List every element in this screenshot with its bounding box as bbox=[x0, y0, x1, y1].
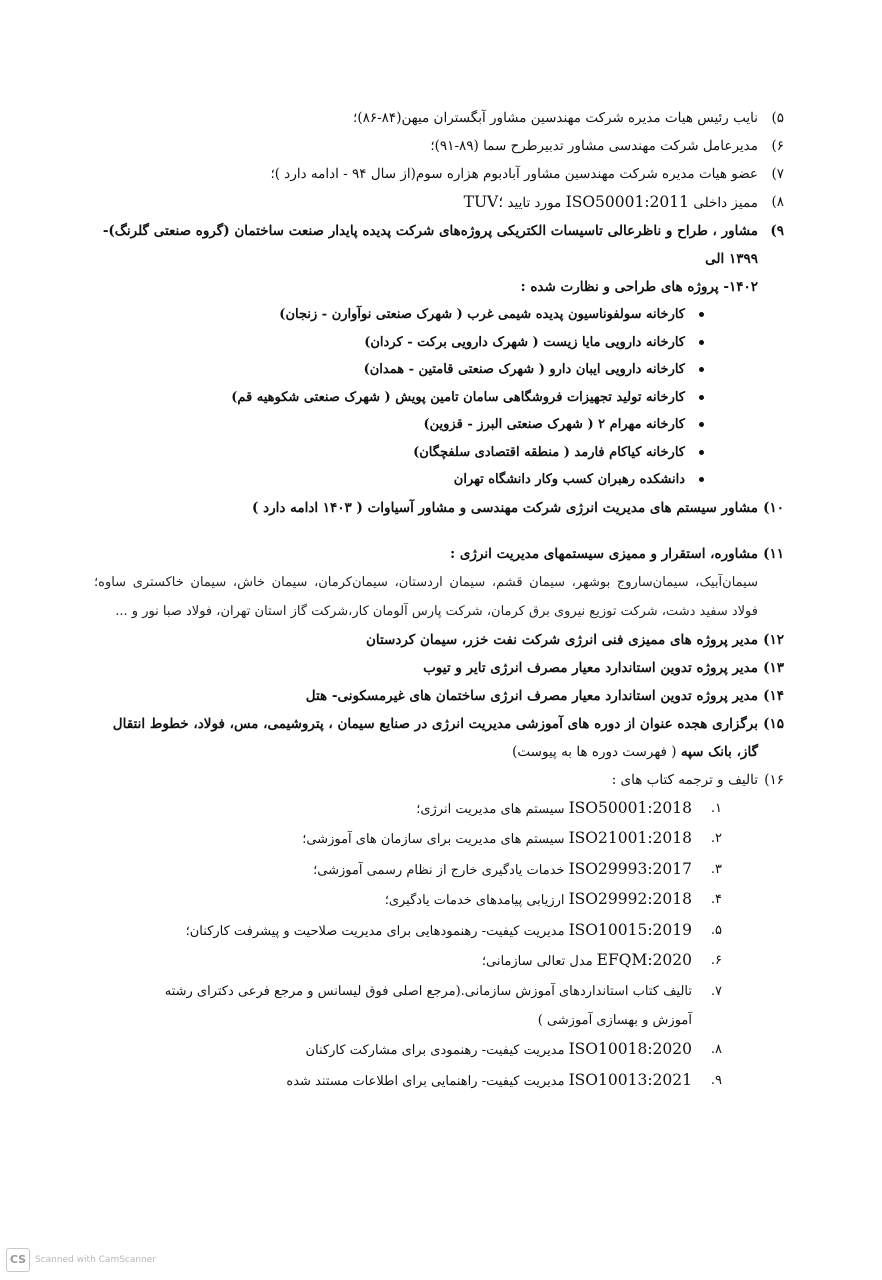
book-title: مدیریت کیفیت- راهنمایی برای اطلاعات مستند شده bbox=[286, 1073, 565, 1089]
project-text: کارخانه تولید تجهیزات فروشگاهی سامان تامین پویش ( شهرک صنعتی شکوهیه قم) bbox=[231, 389, 685, 405]
bullet-icon bbox=[699, 450, 704, 455]
item-text: مدیر پروژه تدوین استاندارد معیار مصرف انرژی تایر و تیوب bbox=[423, 659, 758, 676]
book-number: ۴. bbox=[710, 892, 722, 907]
book-title: مدل تعالی سازمانی؛ bbox=[481, 954, 593, 969]
scanner-watermark bbox=[6, 1248, 156, 1272]
book-title: تالیف کتاب استانداردهای آموزش سازمانی.(مرجع اصلی فوق لیسانس و مرجع فرعی دکترای رشته bbox=[164, 983, 692, 999]
project-text: کارخانه دارویی ایبان دارو ( شهرک صنعتی قامتین - همدان) bbox=[363, 362, 685, 377]
item-text: مدیر پروژه تدوین استاندارد معیار مصرف انرژی ساختمان های غیرمسکونی- هتل bbox=[305, 687, 758, 704]
book-list-continued bbox=[94, 1035, 784, 1096]
book-item bbox=[94, 977, 722, 1007]
item-7 bbox=[94, 160, 784, 188]
book-code: EFQM:2020 bbox=[596, 951, 692, 969]
book-code: ISO10015:2019 bbox=[568, 920, 692, 939]
item-text: مدیر پروژه های ممیزی فنی انرژی شرکت نفت خزر، سیمان کردستان bbox=[365, 631, 758, 648]
book-title: مدیریت کیفیت- رهنمودهایی برای مدیریت صلاحیت و پیشرفت کارکنان؛ bbox=[185, 923, 565, 939]
book-text bbox=[94, 855, 692, 886]
book-7-continuation: آموزش و بهسازی آموزشی ) bbox=[537, 1013, 692, 1028]
item-number: ۹) bbox=[770, 223, 784, 239]
project-item bbox=[94, 384, 784, 412]
project-item bbox=[94, 329, 784, 357]
book-text bbox=[94, 946, 692, 977]
resume-list bbox=[94, 104, 784, 1096]
certifier-code: TUV؛ bbox=[463, 193, 504, 211]
item-number: ۱۶) bbox=[764, 771, 784, 788]
book-item bbox=[94, 946, 722, 977]
item-title: مشاوره، استقرار و ممیزی سیستمهای مدیریت انرژی : bbox=[450, 545, 758, 562]
project-item bbox=[94, 356, 784, 384]
item-number: ۱۲) bbox=[763, 631, 784, 648]
book-item bbox=[94, 916, 722, 947]
bullet-icon bbox=[699, 395, 704, 400]
book-number: ۵. bbox=[710, 922, 722, 938]
item-number: ۸) bbox=[771, 194, 784, 210]
book-title: سیستم های مدیریت برای سازمان های آموزشی؛ bbox=[302, 832, 565, 847]
iso-code: ISO50001:2011 bbox=[565, 193, 690, 211]
book-number: ۹. bbox=[710, 1072, 722, 1088]
item-number: ۱۰) bbox=[763, 499, 784, 516]
item-12 bbox=[94, 626, 784, 654]
project-item bbox=[94, 439, 784, 467]
item-number: ۱۵) bbox=[763, 715, 784, 732]
book-code: ISO21001:2018 bbox=[568, 829, 692, 847]
book-code: ISO29993:2017 bbox=[568, 859, 692, 878]
item-text: مدیرعامل شرکت مهندسی مشاور تدبیرطرح سما (۸۹-۹۱)؛ bbox=[430, 138, 758, 154]
item-text: مشاور ، طراح و ناظرعالی تاسیسات الکتریکی پروژه‌های شرکت پدیده پایدار صنعت ساختمان (گروه صنعتی گلرنگ)- ۱۳۹۹ الی bbox=[102, 223, 758, 267]
book-text bbox=[94, 824, 692, 855]
book-number: ۳. bbox=[710, 861, 722, 877]
item-5 bbox=[94, 104, 784, 132]
project-text: کارخانه کیاکام فارمد ( منطقه اقتصادی سلفچگان) bbox=[413, 444, 685, 460]
book-title: سیستم های مدیریت انرژی؛ bbox=[416, 801, 565, 817]
project-text: کارخانه سولفوناسیون پدیده شیمی غرب ( شهرک صنعتی نوآوارن - زنجان) bbox=[279, 307, 685, 322]
book-number: ۷. bbox=[710, 983, 722, 999]
book-text bbox=[94, 916, 692, 947]
item-6 bbox=[94, 132, 784, 160]
book-item bbox=[94, 1066, 722, 1097]
spacer bbox=[94, 522, 784, 540]
project-list bbox=[94, 301, 784, 494]
project-item bbox=[94, 301, 784, 329]
project-text: کارخانه مهرام ۲ ( شهرک صنعتی البرز - قزوین) bbox=[423, 417, 685, 432]
item-9 bbox=[94, 217, 784, 273]
book-item bbox=[94, 794, 722, 825]
book-code: ISO10013:2021 bbox=[568, 1070, 692, 1089]
item-text-part: گاز، بانک سپه bbox=[680, 743, 758, 760]
item-title: تالیف و ترجمه کتاب های : bbox=[611, 771, 758, 788]
item-8 bbox=[94, 188, 784, 217]
book-number: ۶. bbox=[710, 953, 722, 968]
camscanner-logo-icon: CS bbox=[6, 1248, 30, 1272]
book-title: خدمات یادگیری خارج از نظام رسمی آموزشی؛ bbox=[313, 862, 565, 878]
bullet-icon bbox=[699, 422, 704, 427]
book-list bbox=[94, 794, 784, 1007]
book-number: ۸. bbox=[710, 1042, 722, 1057]
book-code: ISO29992:2018 bbox=[568, 890, 692, 908]
book-text bbox=[94, 885, 692, 916]
bullet-icon bbox=[699, 312, 704, 317]
item-number: ۱۱) bbox=[763, 545, 784, 562]
item-11-clients: سیمان‌آبیک، سیمان‌ساروج بوشهر، سیمان قشم، سیمان اردستان، سیمان‌کرمان، سیمان خاش، سیمان خاکستری ساوه؛ فولاد سفید دشت، شرکت توزیع نیروی برق کرمان، شرکت پارس آلومان کار،شرکت گاز استان تهران، فولاد صبا نور و ... bbox=[94, 574, 758, 619]
item-number: ۶) bbox=[771, 138, 784, 154]
book-text bbox=[94, 794, 692, 825]
book-number: ۱. bbox=[710, 800, 722, 816]
item-9-continuation: ۱۴۰۲- پروژه های طراحی و نظارت شده : bbox=[520, 279, 758, 295]
item-16 bbox=[94, 766, 784, 794]
item-10 bbox=[94, 494, 784, 522]
book-code: ISO50001:2018 bbox=[568, 798, 692, 817]
book-item bbox=[94, 885, 722, 916]
project-text: دانشکده رهبران کسب وکار دانشگاه تهران bbox=[453, 472, 685, 487]
item-13 bbox=[94, 654, 784, 682]
item-text-part: مورد تایید bbox=[507, 195, 562, 211]
bullet-icon bbox=[699, 367, 704, 372]
bullet-icon bbox=[699, 477, 704, 482]
book-text bbox=[94, 1035, 692, 1066]
book-code: ISO10018:2020 bbox=[568, 1040, 692, 1058]
watermark-text: Scanned with CamScanner bbox=[35, 1255, 157, 1265]
project-text: کارخانه دارویی مایا زیست ( شهرک دارویی برکت - کردان) bbox=[364, 334, 685, 350]
item-11 bbox=[94, 540, 784, 568]
book-text bbox=[94, 1066, 692, 1097]
item-15-continuation bbox=[94, 738, 784, 766]
book-number: ۲. bbox=[710, 831, 722, 846]
book-title: مدیریت کیفیت- رهنمودی برای مشارکت کارکنان bbox=[305, 1043, 565, 1058]
item-number: ۷) bbox=[771, 166, 784, 182]
book-item bbox=[94, 855, 722, 886]
book-text bbox=[94, 977, 692, 1007]
item-text: مشاور سیستم های مدیریت انرژی شرکت مهندسی و مشاور آسیاوات ( ۱۴۰۳ ادامه دارد ) bbox=[252, 499, 758, 516]
book-item bbox=[94, 1035, 722, 1066]
project-item bbox=[94, 466, 784, 494]
item-number: ۱۴) bbox=[763, 687, 784, 704]
book-item bbox=[94, 824, 722, 855]
book-title: ارزیابی پیامدهای خدمات یادگیری؛ bbox=[384, 893, 565, 908]
bullet-icon bbox=[699, 340, 704, 345]
project-item bbox=[94, 411, 784, 439]
item-text bbox=[94, 188, 758, 217]
item-text-part: ممیز داخلی bbox=[693, 195, 758, 211]
item-15 bbox=[94, 710, 784, 738]
item-number: ۵) bbox=[771, 110, 784, 126]
item-text-part: ( فهرست دوره ها به پیوست) bbox=[512, 743, 677, 760]
item-text: برگزاری هجده عنوان از دوره های آموزشی مدیریت انرژی در صنایع سیمان ، پتروشیمی، مس، فولاد، خطوط انتقال bbox=[112, 715, 758, 732]
item-text: نایب رئیس هیات مدیره شرکت مهندسین مشاور آبگستران میهن(۸۴-۸۶)؛ bbox=[353, 110, 758, 126]
item-text: عضو هیات مدیره شرکت مهندسین مشاور آبادبوم هزاره سوم(از سال ۹۴ - ادامه دارد )؛ bbox=[270, 166, 758, 182]
item-number: ۱۳) bbox=[763, 659, 784, 676]
item-14 bbox=[94, 682, 784, 710]
